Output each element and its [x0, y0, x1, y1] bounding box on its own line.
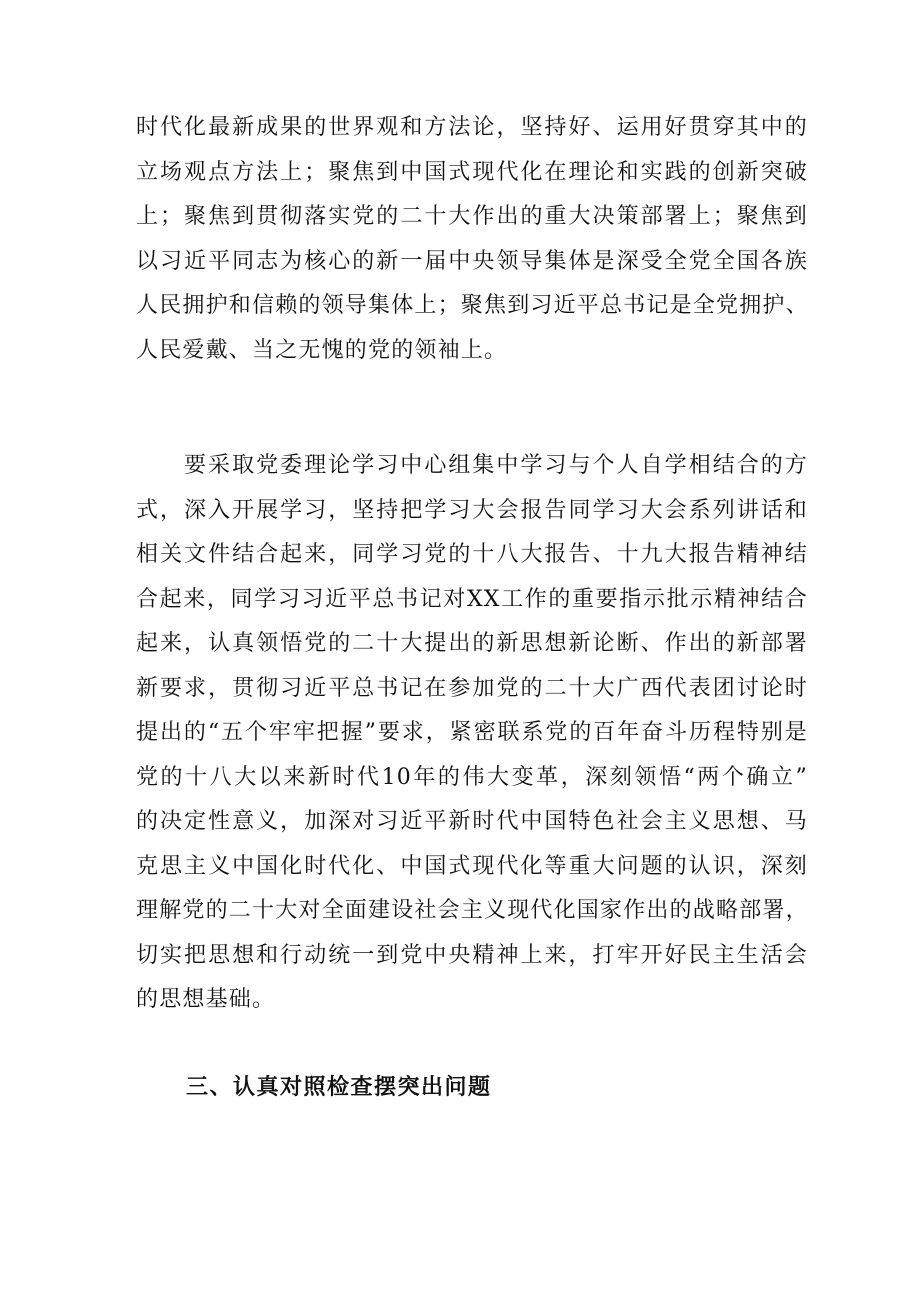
paragraph-line: 时代化最新成果的世界观和方法论，坚持好、运用好贯穿其中的 [136, 115, 808, 140]
section-heading-3: 三、认真对照检查摆突出问题 [186, 1074, 492, 1100]
paragraph-line: 克思主义中国化时代化、中国式现代化等重大问题的认识，深刻 [136, 853, 808, 879]
paragraph-line: 切实把思想和行动统一到党中央精神上来，打牢开好民主生活会 [136, 942, 808, 968]
paragraph-line: 的决定性意义，加深对习近平新时代中国特色社会主义思想、马 [136, 809, 808, 834]
paragraph-line: 人民拥护和信赖的领导集体上；聚焦到习近平总书记是全党拥护、 [136, 293, 809, 318]
paragraph-line: 提出的“五个牢牢把握”要求，紧密联系党的百年奋斗历程特别是 [136, 720, 808, 745]
paragraph-line: 起来，认真领悟党的二十大提出的新思想新论断、作出的新部署 [136, 631, 808, 656]
paragraph-line: 党的十八大以来新时代10年的伟大变革，深刻领悟“两个确立” [136, 764, 808, 790]
paragraph-line: 上；聚焦到贯彻落实党的二十大作出的重大决策部署上；聚焦到 [136, 204, 808, 229]
paragraph-line: 相关文件结合起来，同学习党的十八大报告、十九大报告精神结 [136, 542, 808, 567]
paragraph-2 [136, 444, 808, 1023]
paragraph-line: 以习近平同志为核心的新一届中央领导集体是深受全党全国各族 [136, 248, 808, 274]
paragraph-line: 理解党的二十大对全面建设社会主义现代化国家作出的战略部署， [136, 898, 809, 923]
paragraph-line: 新要求，贯彻习近平总书记在参加党的二十大广西代表团讨论时 [136, 675, 808, 701]
paragraph-line: 合起来，同学习习近平总书记对XX工作的重要指示批示精神结合 [136, 586, 808, 612]
paragraph-line: 的思想基础。 [136, 987, 276, 1012]
paragraph-line: 立场观点方法上；聚焦到中国式现代化在理论和实践的创新突破 [136, 159, 808, 185]
paragraph-line: 要采取党委理论学习中心组集中学习与个人自学相结合的方 [184, 453, 808, 478]
paragraph-1 [136, 106, 808, 373]
paragraph-line: 式，深入开展学习，坚持把学习大会报告同学习大会系列讲话和 [136, 497, 808, 523]
paragraph-line: 人民爱戴、当之无愧的党的领袖上。 [136, 337, 508, 363]
